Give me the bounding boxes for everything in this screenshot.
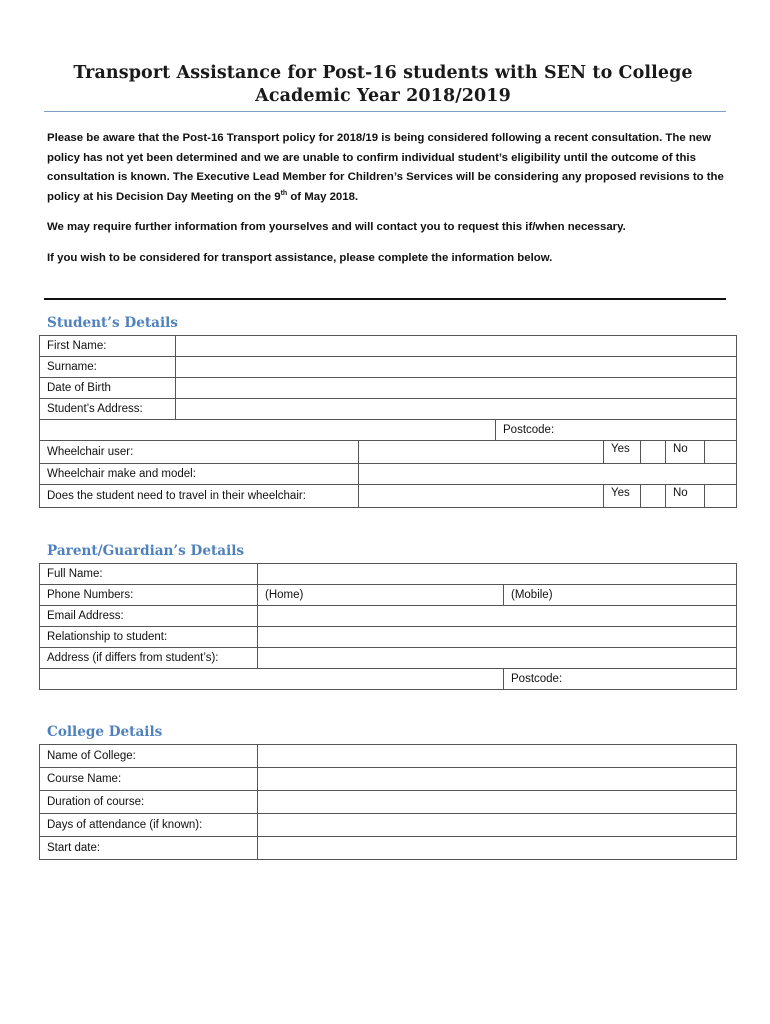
table-row <box>40 441 737 464</box>
parent-details-table <box>39 563 737 690</box>
wheelchair-user-label: Wheelchair user: <box>40 441 359 464</box>
first-name-field[interactable] <box>176 336 737 357</box>
ordinal-suffix: th <box>280 189 288 197</box>
start-date-label: Start date: <box>40 837 258 860</box>
table-row <box>40 669 737 690</box>
table-row <box>40 485 737 508</box>
course-duration-label: Duration of course: <box>40 791 258 814</box>
wheelchair-model-label: Wheelchair make and model: <box>40 464 359 485</box>
relationship-field[interactable] <box>258 627 737 648</box>
travel-in-wheelchair-spacer <box>359 485 604 508</box>
wheelchair-user-no-checkbox[interactable] <box>705 441 737 464</box>
relationship-label: Relationship to student: <box>40 627 258 648</box>
college-details-table <box>39 744 737 860</box>
college-details-heading: College Details <box>47 724 163 740</box>
course-name-label: Course Name: <box>40 768 258 791</box>
phone-numbers-label: Phone Numbers: <box>40 585 258 606</box>
dob-field[interactable] <box>176 378 737 399</box>
travel-in-wheelchair-yes-checkbox[interactable] <box>641 485 666 508</box>
attendance-days-field[interactable] <box>258 814 737 837</box>
student-address-label: Student’s Address: <box>40 399 176 420</box>
intro-paragraph-3: If you wish to be considered for transport assistance, please complete the information below. <box>47 251 553 264</box>
mobile-phone-field[interactable]: (Mobile) <box>504 585 737 606</box>
title-line-2: Academic Year 2018/2019 <box>255 86 511 106</box>
parent-address-line-2-field[interactable] <box>40 669 504 690</box>
table-row <box>40 585 737 606</box>
college-name-field[interactable] <box>258 745 737 768</box>
table-row <box>40 745 737 768</box>
parent-address-label: Address (if differs from student’s): <box>40 648 258 669</box>
travel-in-wheelchair-no-label: No <box>666 485 705 508</box>
surname-field[interactable] <box>176 357 737 378</box>
travel-in-wheelchair-label: Does the student need to travel in their wheelchair: <box>40 485 359 508</box>
table-row <box>40 768 737 791</box>
table-row <box>40 564 737 585</box>
table-row <box>40 648 737 669</box>
table-row <box>40 336 737 357</box>
table-row <box>40 606 737 627</box>
dob-label: Date of Birth <box>40 378 176 399</box>
wheelchair-user-no-label: No <box>666 441 705 464</box>
table-row <box>40 399 737 420</box>
wheelchair-user-yes-label: Yes <box>604 441 641 464</box>
college-name-label: Name of College: <box>40 745 258 768</box>
parent-full-name-label: Full Name: <box>40 564 258 585</box>
student-details-heading: Student’s Details <box>47 315 178 331</box>
intro-text <box>47 129 727 269</box>
travel-in-wheelchair-yes-label: Yes <box>604 485 641 508</box>
parent-full-name-field[interactable] <box>258 564 737 585</box>
parent-details-heading: Parent/Guardian’s Details <box>47 543 245 559</box>
wheelchair-model-field[interactable] <box>359 464 737 485</box>
parent-address-field[interactable] <box>258 648 737 669</box>
title-line-1: Transport Assistance for Post-16 students with SEN to College <box>73 63 693 83</box>
first-name-label: First Name: <box>40 336 176 357</box>
table-row <box>40 627 737 648</box>
title-underline <box>44 111 726 112</box>
table-row <box>40 378 737 399</box>
intro-paragraph-1: Please be aware that the Post-16 Transport policy for 2018/19 is being considered following a recent consultation. The new policy has not yet been determined and we are unable to confirm individual student’s eligibility until the outcome of this consultation is known. The Executive Lead Member for Children’s Services will be considering any proposed revisions to the policy at his Decision Day Meeting on the 9th of May 2018. <box>47 132 724 203</box>
start-date-field[interactable] <box>258 837 737 860</box>
course-name-field[interactable] <box>258 768 737 791</box>
travel-in-wheelchair-no-checkbox[interactable] <box>705 485 737 508</box>
surname-label: Surname: <box>40 357 176 378</box>
table-row <box>40 791 737 814</box>
email-label: Email Address: <box>40 606 258 627</box>
table-row <box>40 464 737 485</box>
student-address-line-2-field[interactable] <box>40 420 496 441</box>
document-title <box>40 62 726 108</box>
student-postcode-field[interactable]: Postcode: <box>496 420 737 441</box>
wheelchair-user-yes-checkbox[interactable] <box>641 441 666 464</box>
attendance-days-label: Days of attendance (if known): <box>40 814 258 837</box>
intro-paragraph-2: We may require further information from yourselves and will contact you to request this if/when necessary. <box>47 221 626 234</box>
wheelchair-user-spacer <box>359 441 604 464</box>
student-address-field[interactable] <box>176 399 737 420</box>
course-duration-field[interactable] <box>258 791 737 814</box>
parent-postcode-field[interactable]: Postcode: <box>504 669 737 690</box>
table-row <box>40 814 737 837</box>
student-details-table <box>39 335 737 508</box>
table-row <box>40 837 737 860</box>
table-row <box>40 357 737 378</box>
table-row <box>40 420 737 441</box>
email-field[interactable] <box>258 606 737 627</box>
section-separator <box>44 298 726 300</box>
home-phone-field[interactable]: (Home) <box>258 585 504 606</box>
